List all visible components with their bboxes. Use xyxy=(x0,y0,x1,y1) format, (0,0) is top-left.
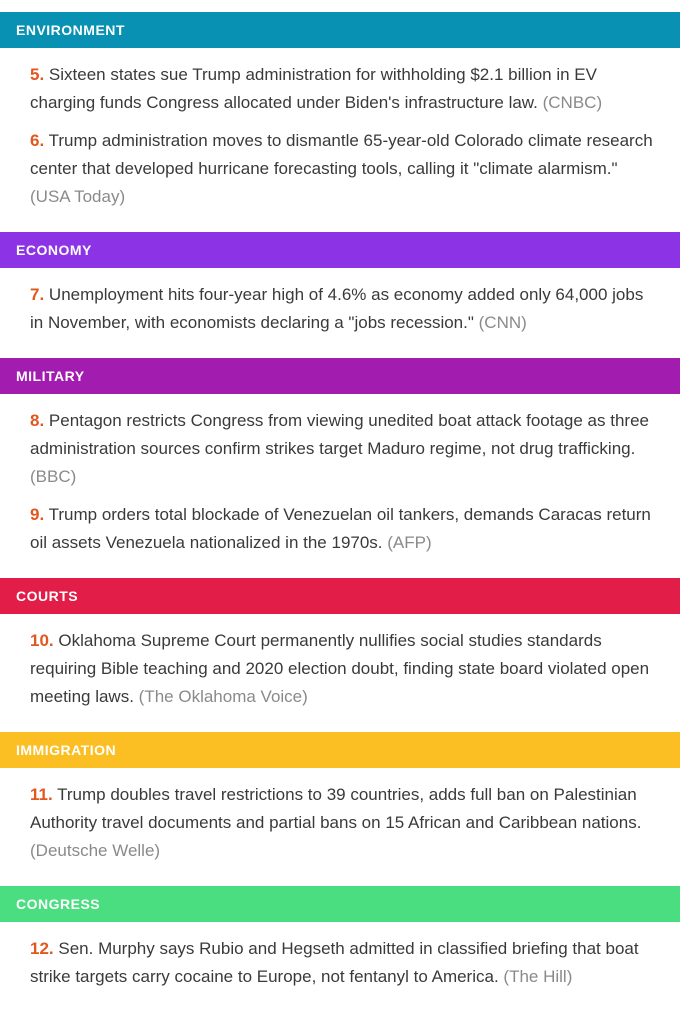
news-item-number: 6. xyxy=(30,131,45,150)
section-title: IMMIGRATION xyxy=(16,742,117,758)
section-title: COURTS xyxy=(16,588,79,604)
news-item-number: 5. xyxy=(30,65,45,84)
section-body-congress xyxy=(0,922,680,1012)
section-body-economy xyxy=(0,268,680,358)
section-body-military xyxy=(0,394,680,578)
news-item xyxy=(30,501,658,557)
section-title: CONGRESS xyxy=(16,896,101,912)
section-courts xyxy=(0,578,680,732)
section-body-environment xyxy=(0,48,680,232)
section-body-courts xyxy=(0,614,680,732)
section-title: ECONOMY xyxy=(16,242,92,258)
news-item xyxy=(30,935,658,991)
news-item-source-link[interactable]: (CNBC) xyxy=(542,93,603,112)
news-item-text: Trump doubles travel restrictions to 39 countries, adds full ban on Palestinian Authority travel documents and partial bans on 15 African and Caribbean nations. xyxy=(30,785,642,832)
section-header-military xyxy=(0,358,680,394)
news-item-source-link[interactable]: (CNN) xyxy=(478,313,527,332)
news-item-source-link[interactable]: (The Oklahoma Voice) xyxy=(138,687,308,706)
news-item-number: 11. xyxy=(30,785,53,804)
news-item-source-link[interactable]: (BBC) xyxy=(30,467,77,486)
news-item xyxy=(30,127,658,211)
section-title: ENVIRONMENT xyxy=(16,22,125,38)
news-item-text: Trump administration moves to dismantle 65-year-old Colorado climate research center that developed hurricane forecasting tools, calling it "climate alarmism." xyxy=(30,131,653,178)
news-item-source-link[interactable]: (The Hill) xyxy=(503,967,573,986)
section-military xyxy=(0,358,680,578)
section-header-courts xyxy=(0,578,680,614)
section-title: MILITARY xyxy=(16,368,85,384)
news-item-text: Sen. Murphy says Rubio and Hegseth admitted in classified briefing that boat strike targets carry cocaine to Europe, not fentanyl to America. xyxy=(30,939,639,986)
news-item xyxy=(30,281,658,337)
section-environment xyxy=(0,12,680,232)
news-item-source-link[interactable]: (AFP) xyxy=(387,533,432,552)
section-immigration xyxy=(0,732,680,886)
news-item-number: 10. xyxy=(30,631,54,650)
news-item-text: Trump orders total blockade of Venezuelan oil tankers, demands Caracas return oil assets Venezuela nationalized in the 1970s. xyxy=(30,505,651,552)
news-item xyxy=(30,407,658,491)
news-item-text: Sixteen states sue Trump administration for withholding $2.1 billion in EV charging funds Congress allocated under Biden's infrastructure law. xyxy=(30,65,597,112)
news-item-number: 12. xyxy=(30,939,54,958)
news-item xyxy=(30,781,658,865)
news-item-text: Oklahoma Supreme Court permanently nullifies social studies standards requiring Bible teaching and 2020 election doubt, finding state board violated open meeting laws. xyxy=(30,631,650,706)
news-item xyxy=(30,61,658,117)
section-body-immigration xyxy=(0,768,680,886)
section-congress xyxy=(0,886,680,1012)
section-header-economy xyxy=(0,232,680,268)
news-item-text: Pentagon restricts Congress from viewing unedited boat attack footage as three administration sources confirm strikes target Maduro regime, not drug trafficking. xyxy=(30,411,649,458)
section-header-environment xyxy=(0,12,680,48)
news-item-number: 7. xyxy=(30,285,45,304)
news-item-number: 9. xyxy=(30,505,45,524)
news-item-text: Unemployment hits four-year high of 4.6% as economy added only 64,000 jobs in November, with economists declaring a "jobs recession." xyxy=(30,285,644,332)
news-item-number: 8. xyxy=(30,411,45,430)
section-header-congress xyxy=(0,886,680,922)
news-item xyxy=(30,627,658,711)
news-item-source-link[interactable]: (USA Today) xyxy=(30,187,126,206)
news-item-source-link[interactable]: (Deutsche Welle) xyxy=(30,841,161,860)
section-economy xyxy=(0,232,680,358)
section-header-immigration xyxy=(0,732,680,768)
